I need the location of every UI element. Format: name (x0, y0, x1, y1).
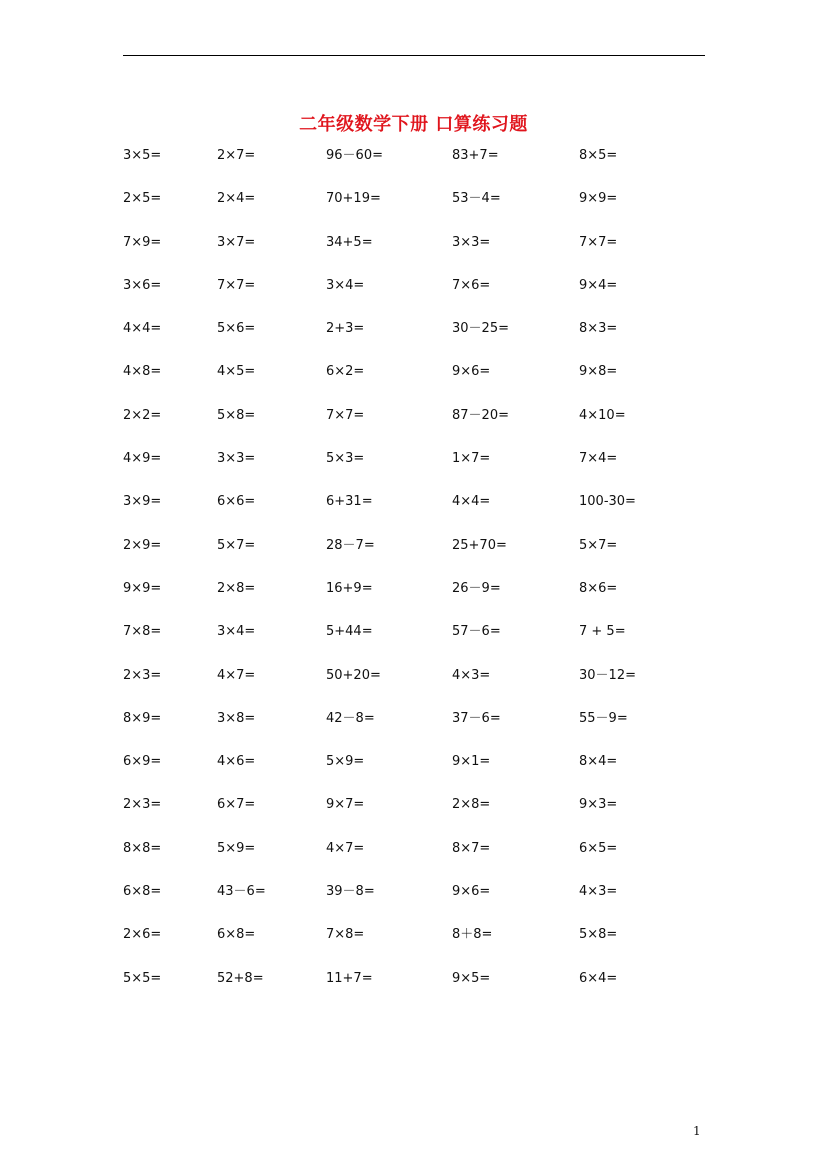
problem: 8＋8= (452, 927, 493, 943)
problem: 7×7= (326, 407, 365, 423)
problem: 9×1= (452, 754, 491, 770)
problem: 9×9= (579, 191, 618, 207)
problem: 5×8= (579, 927, 618, 943)
problem: 2×2= (123, 407, 162, 423)
problem: 7×7= (217, 277, 256, 293)
problem-row (123, 189, 723, 232)
problem: 4×8= (123, 364, 162, 380)
problem: 2×3= (123, 667, 162, 683)
problem-row (123, 795, 723, 838)
problem: 6+31= (326, 494, 373, 510)
problem: 4×9= (123, 451, 162, 467)
problem: 8×3= (579, 321, 618, 337)
worksheet-title: 二年级数学下册 口算练习题 (299, 114, 528, 135)
problem-row (123, 362, 723, 405)
problem-row (123, 752, 723, 795)
problem: 2×3= (123, 797, 162, 813)
problem: 9×8= (579, 364, 618, 380)
problem-row (123, 709, 723, 752)
problem: 70+19= (326, 191, 381, 207)
problem: 2×8= (217, 580, 256, 596)
problem-row (123, 536, 723, 579)
problem: 25+70= (452, 537, 507, 553)
problem: 26－9= (452, 580, 501, 596)
problem: 4×7= (217, 667, 256, 683)
problem: 7×7= (579, 234, 618, 250)
problem: 16+9= (326, 580, 373, 596)
problem: 50+20= (326, 667, 381, 683)
problem: 7×8= (123, 624, 162, 640)
problem: 2+3= (326, 321, 365, 337)
problem: 6×8= (217, 927, 256, 943)
problem: 4×7= (326, 840, 365, 856)
problem-row (123, 449, 723, 492)
problem: 9×7= (326, 797, 365, 813)
problem: 5×9= (326, 754, 365, 770)
problem: 87－20= (452, 407, 509, 423)
problem: 4×10= (579, 407, 626, 423)
problem: 3×9= (123, 494, 162, 510)
problem: 2×4= (217, 191, 256, 207)
problem: 7 + 5= (579, 624, 626, 640)
problem: 55－9= (579, 710, 628, 726)
problem: 4×4= (123, 321, 162, 337)
problem: 9×5= (452, 970, 491, 986)
problem: 83+7= (452, 148, 499, 163)
problem: 5×6= (217, 321, 256, 337)
problem: 4×3= (579, 884, 618, 900)
problem: 9×9= (123, 580, 162, 596)
problem: 30－12= (579, 667, 636, 683)
problem-row (123, 666, 723, 709)
problem-row (123, 146, 723, 189)
problem-row (123, 406, 723, 449)
problem: 2×7= (217, 148, 256, 163)
problem: 5×5= (123, 970, 162, 986)
problem: 37－6= (452, 710, 501, 726)
problem: 3×5= (123, 148, 162, 163)
problem-row (123, 579, 723, 622)
problem: 4×3= (452, 667, 491, 683)
problem: 5+44= (326, 624, 373, 640)
problem: 30－25= (452, 321, 509, 337)
problem: 3×7= (217, 234, 256, 250)
problem: 42－8= (326, 710, 375, 726)
page-number: 1 (693, 1124, 701, 1138)
problem: 39－8= (326, 884, 375, 900)
problem: 5×7= (579, 537, 618, 553)
problem: 6×4= (579, 970, 618, 986)
problem: 6×5= (579, 840, 618, 856)
problem: 9×6= (452, 884, 491, 900)
problem: 3×3= (452, 234, 491, 250)
problem: 6×7= (217, 797, 256, 813)
problem: 7×4= (579, 451, 618, 467)
problem: 5×7= (217, 537, 256, 553)
problem: 3×8= (217, 710, 256, 726)
problem: 28－7= (326, 537, 375, 553)
problem: 3×3= (217, 451, 256, 467)
problem: 6×2= (326, 364, 365, 380)
problem: 4×6= (217, 754, 256, 770)
problem: 57－6= (452, 624, 501, 640)
problem-row (123, 969, 723, 1012)
problem-row (123, 492, 723, 535)
problem: 34+5= (326, 234, 373, 250)
problem: 6×8= (123, 884, 162, 900)
problem: 43－6= (217, 884, 266, 900)
problem: 52+8= (217, 970, 264, 986)
problem: 5×8= (217, 407, 256, 423)
problem: 8×9= (123, 710, 162, 726)
problem: 100-30= (579, 494, 636, 510)
problem-grid (123, 146, 723, 1012)
problem: 96－60= (326, 148, 383, 163)
problem: 7×8= (326, 927, 365, 943)
problem: 2×9= (123, 537, 162, 553)
problem: 7×9= (123, 234, 162, 250)
problem: 53－4= (452, 191, 501, 207)
problem: 5×9= (217, 840, 256, 856)
problem-row (123, 925, 723, 968)
problem-row (123, 839, 723, 882)
problem: 11+7= (326, 970, 373, 986)
problem: 3×4= (217, 624, 256, 640)
header-rule (123, 55, 705, 56)
problem: 8×6= (579, 580, 618, 596)
problem: 1×7= (452, 451, 491, 467)
problem: 2×6= (123, 927, 162, 943)
problem: 7×6= (452, 277, 491, 293)
problem-row (123, 882, 723, 925)
problem: 4×5= (217, 364, 256, 380)
problem-row (123, 622, 723, 665)
problem-row (123, 233, 723, 276)
problem: 2×5= (123, 191, 162, 207)
problem: 6×9= (123, 754, 162, 770)
problem: 6×6= (217, 494, 256, 510)
problem: 4×4= (452, 494, 491, 510)
problem: 9×6= (452, 364, 491, 380)
problem: 8×7= (452, 840, 491, 856)
problem-row (123, 276, 723, 319)
problem: 2×8= (452, 797, 491, 813)
problem: 8×5= (579, 148, 618, 163)
problem: 9×4= (579, 277, 618, 293)
problem: 5×3= (326, 451, 365, 467)
problem: 9×3= (579, 797, 618, 813)
problem: 8×4= (579, 754, 618, 770)
problem: 3×6= (123, 277, 162, 293)
problem-row (123, 319, 723, 362)
problem: 8×8= (123, 840, 162, 856)
problem: 3×4= (326, 277, 365, 293)
